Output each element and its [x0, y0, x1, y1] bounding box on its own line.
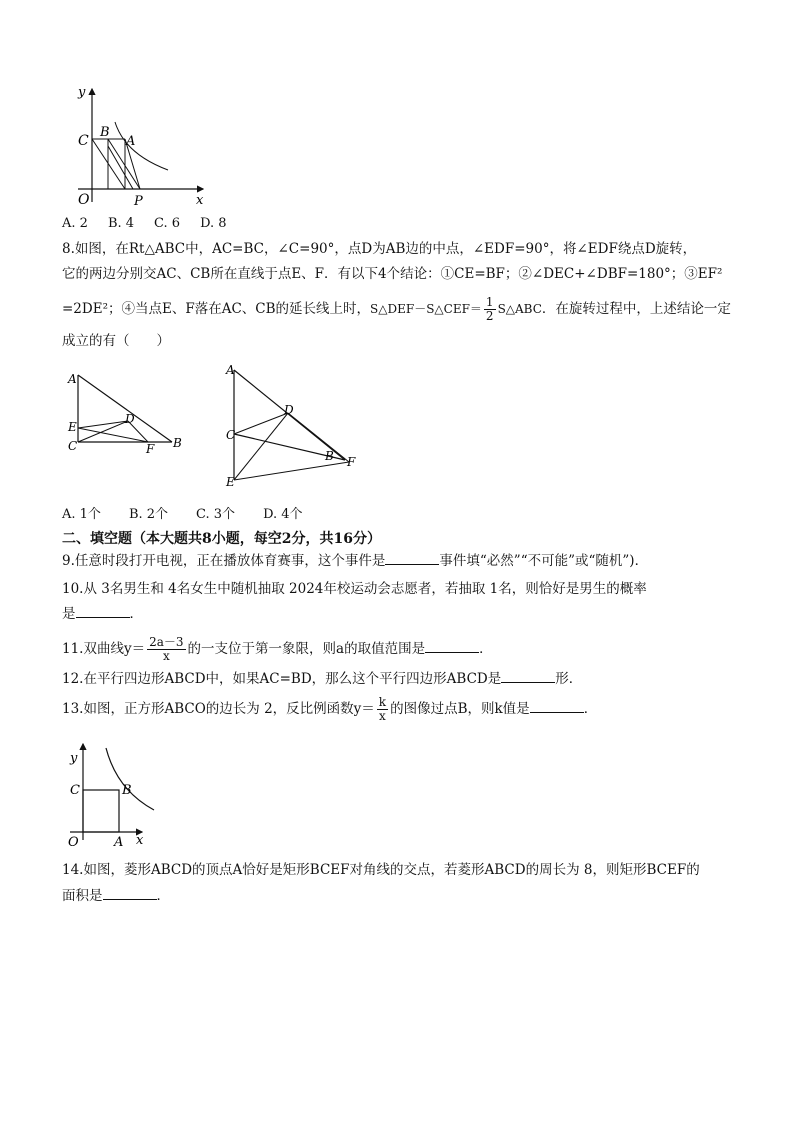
label-p: P	[134, 194, 143, 209]
q8-line1: 8.如图，在Rt△ABC中，AC=BC，∠C=90°，点D为AB边的中点，∠EDF=90°，将∠EDF绕点D旋转，	[62, 241, 697, 257]
fig1-label-d: D	[125, 412, 135, 426]
q7-option-a[interactable]: A. 2	[62, 216, 88, 231]
label-c: C	[78, 133, 89, 149]
q13-pre: 13.如图，正方形ABCO的边长为 2，反比例函数y＝	[62, 701, 375, 717]
q12-pre: 12.在平行四边形ABCD中，如果AC=BD，那么这个平行四边形ABCD是	[62, 671, 502, 687]
q10-answer-blank[interactable]	[76, 605, 130, 618]
fig1-label-a: A	[68, 372, 77, 386]
q9-after: 事件填“必然”“不可能”或“随机”)．	[439, 553, 649, 569]
q13-label-b: B	[122, 783, 132, 798]
q8-option-d[interactable]: D. 4个	[263, 507, 303, 522]
q13-label-o: O	[68, 835, 79, 850]
q12	[62, 670, 582, 688]
fig2-label-a: A	[226, 363, 235, 377]
q9-text: 9.任意时段打开电视，正在播放体育赛事，这个事件是	[62, 553, 386, 569]
q11-answer-blank[interactable]	[425, 640, 479, 653]
q8-option-b[interactable]: B. 2个	[128, 507, 169, 522]
q13	[62, 696, 597, 723]
q8-line4: 成立的有（ ）	[62, 333, 170, 349]
q11-fraction: $\frac{2a-3}{x}$	[149, 635, 184, 663]
q11-end: ．	[479, 641, 493, 657]
q13-figure	[62, 740, 162, 850]
fig2-label-c: C	[226, 428, 236, 442]
label-x: x	[196, 193, 204, 208]
q10-line2	[62, 605, 143, 623]
q11	[62, 636, 493, 663]
label-a: A	[126, 134, 136, 149]
q7-option-b[interactable]: B. 4	[107, 216, 135, 231]
q8-line3	[62, 296, 731, 323]
q8-figure-1	[62, 365, 192, 480]
q13-label-c: C	[70, 783, 80, 798]
q9	[62, 552, 648, 570]
section-2-heading: 二、填空题（本大题共8小题，每空2分，共16分）	[62, 531, 381, 547]
q14-answer-blank[interactable]	[103, 887, 157, 900]
q13-post: 的图像过点B，则k值是	[390, 701, 530, 717]
q8-option-a[interactable]: A. 1个	[62, 507, 101, 522]
fig1-label-b: B	[173, 436, 182, 450]
q12-answer-blank[interactable]	[501, 670, 555, 683]
fig2-label-d: D	[284, 403, 294, 417]
label-o: O	[78, 192, 90, 208]
fig1-label-c: C	[68, 439, 78, 453]
q13-hyperbola	[106, 748, 154, 810]
q10-line2-pre: 是	[62, 606, 76, 622]
fig1-label-e: E	[68, 420, 77, 434]
q8-line3b: ．在旋转过程中，上述结论一定	[541, 301, 731, 317]
q8-s-expr1: S△DEF－S△CEF＝	[370, 302, 482, 316]
q7-figure	[70, 84, 210, 209]
q14-line1: 14.如图，菱形ABCD的顶点A恰好是矩形BCEF对角线的交点，若菱形ABCD的周长为 8，则矩形BCEF的	[62, 862, 700, 878]
q13-label-x: x	[136, 833, 144, 848]
q13-label-a: A	[114, 835, 124, 850]
q8-line3a: =2DE²；④当点E、F落在AC、CB的延长线上时，	[62, 301, 371, 317]
fig1-label-f: F	[146, 442, 155, 456]
label-b: B	[100, 125, 110, 140]
label-y: y	[78, 85, 86, 100]
q14-line2-pre: 面积是	[62, 888, 103, 904]
q13-fraction: $\frac{k}{x}$	[378, 695, 387, 723]
q8-s-expr2: S△ABC	[497, 302, 542, 316]
q10-line1: 10.从 3名男生和 4名女生中随机抽取 2024年校运动会志愿者，若抽取 1名，则恰好是男生的概率	[62, 581, 647, 597]
q7-options	[62, 216, 247, 231]
q14-line2-post: ．	[156, 888, 170, 904]
q8-fraction: $\frac{1}{2}$	[485, 295, 494, 323]
q12-post: 形．	[555, 671, 583, 687]
q8-options	[62, 503, 323, 522]
q9-answer-blank[interactable]	[385, 552, 439, 565]
fig2-label-e: E	[226, 475, 235, 489]
q8-line2: 它的两边分别交AC、CB所在直线于点E、F．有以下4个结论：①CE=BF；②∠DEC+∠DBF=180°；③EF²	[62, 266, 723, 282]
fig2-label-f: F	[347, 455, 356, 469]
q7-option-c[interactable]: C. 6	[154, 216, 181, 231]
q8-option-c[interactable]: C. 3个	[196, 507, 236, 522]
q14-line2	[62, 887, 170, 905]
q8-figure-2	[220, 362, 365, 490]
q13-label-y: y	[70, 751, 78, 766]
fig2-label-b: B	[325, 449, 334, 463]
q7-option-d[interactable]: D. 8	[200, 216, 227, 231]
q13-end: ．	[583, 701, 598, 717]
q13-answer-blank[interactable]	[530, 700, 584, 713]
q11-pre: 11.双曲线y＝	[62, 641, 146, 657]
q10-line2-post: ．	[129, 606, 143, 622]
q11-post: 的一支位于第一象限，则a的取值范围是	[187, 641, 426, 657]
